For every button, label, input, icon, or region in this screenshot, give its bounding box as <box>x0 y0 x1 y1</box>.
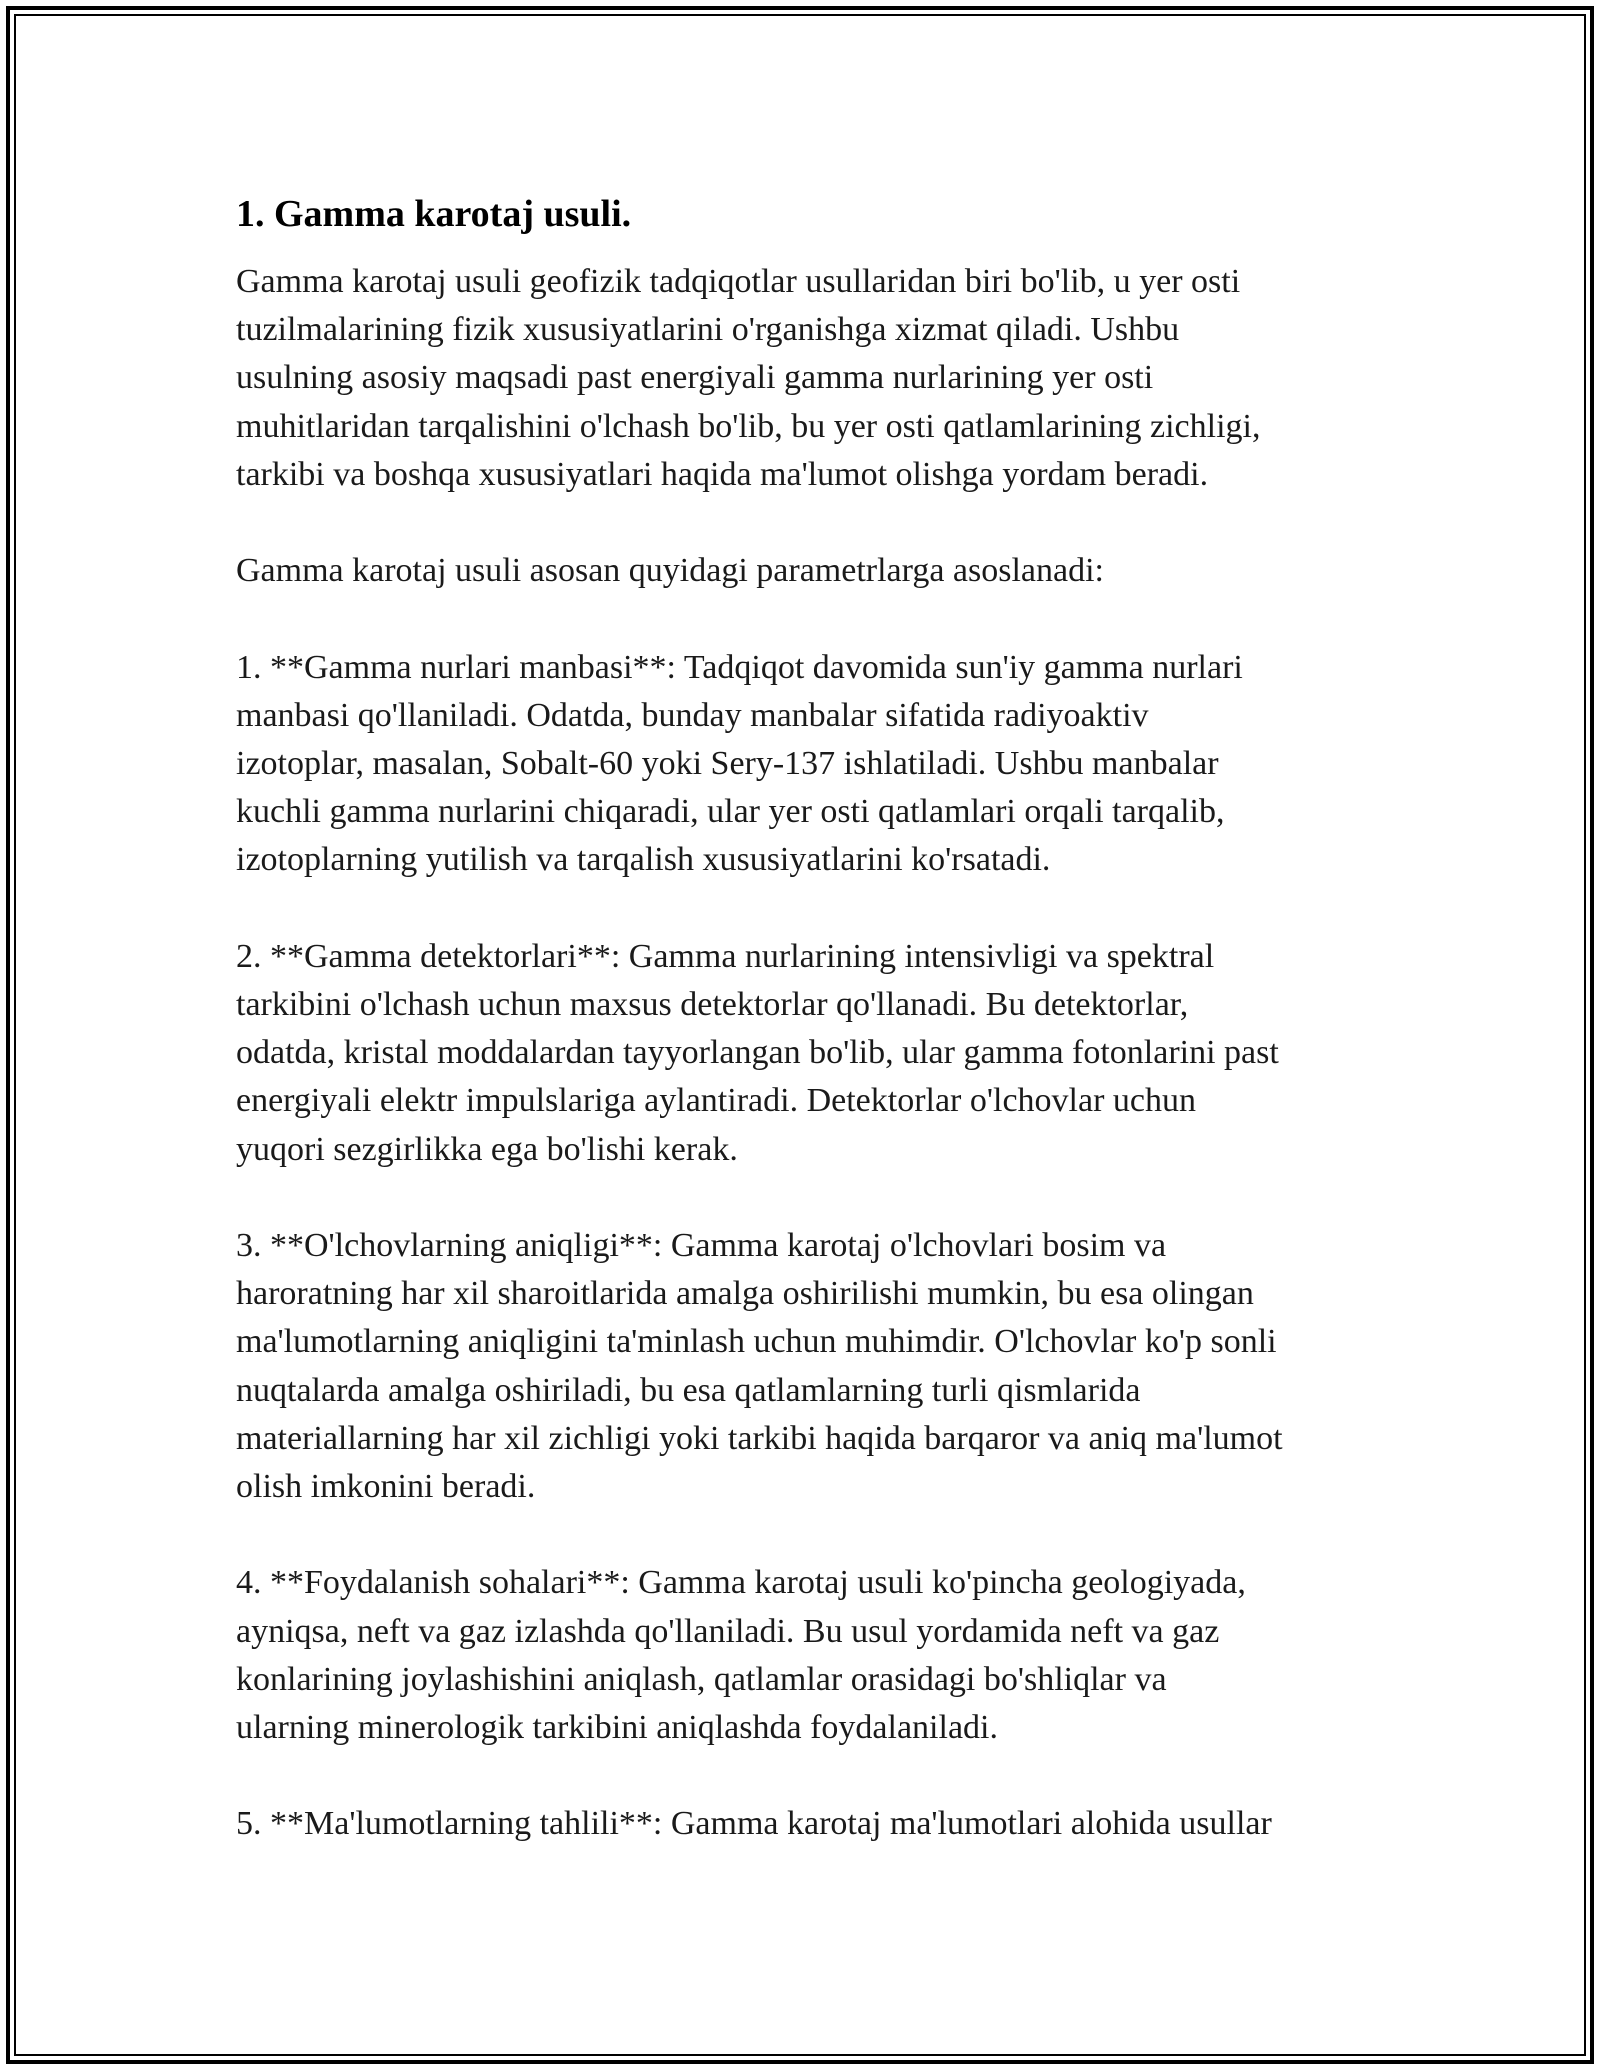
list-item-data-analysis: 5. **Ma'lumotlarning tahlili**: Gamma karotaj ma'lumotlari alohida usullar <box>236 1805 1272 1843</box>
document-heading: 1. Gamma karotaj usuli. <box>236 193 632 235</box>
list-item-gamma-source: 1. **Gamma nurlari manbasi**: Tadqiqot davomida sun'iy gamma nurlari manbasi qo'llaniladi. Odatda, bunday manbalar sifatida radiyoaktiv izotoplar, masalan, Sobalt-60 yoki Sery-137 ishlatiladi. Ushbu manbalar kuchli gamma nurlarini chiqaradi, ular yer osti qatlamlari orqali tarqalib, izotoplarning yutilish va tarqalish xususiyatlarini ko'rsatadi. <box>236 648 1243 879</box>
paragraph-parameters-lead: Gamma karotaj usuli asosan quyidagi parametrlarga asoslanadi: <box>236 552 1104 590</box>
document-body <box>236 188 1376 1897</box>
list-item-measurement-accuracy: 3. **O'lchovlarning aniqligi**: Gamma karotaj o'lchovlari bosim va haroratning har xil sharoitlarida amalga oshirilishi mumkin, bu esa olingan ma'lumotlarning aniqligini ta'minlash uchun muhimdir. O'lchovlar ko'p sonli nuqtalarda amalga oshiriladi, bu esa qatlamlarning turli qismlarida materiallarning har xil zichligi yoki tarkibi haqida barqaror va aniq ma'lumot olish imkonini beradi. <box>236 1227 1283 1506</box>
paragraph-intro: Gamma karotaj usuli geofizik tadqiqotlar usullaridan biri bo'lib, u yer osti tuzilmalarining fizik xususiyatlarini o'rganishga xizmat qiladi. Ushbu usulning asosiy maqsadi past energiyali gamma nurlarining yer osti muhitlaridan tarqalishini o'lchash bo'lib, bu yer osti qatlamlarining zichligi, tarkibi va boshqa xususiyatlari haqida ma'lumot olishga yordam beradi. <box>236 263 1261 493</box>
list-item-application-areas: 4. **Foydalanish sohalari**: Gamma karotaj usuli ko'pincha geologiyada, ayniqsa, neft va gaz izlashda qo'llaniladi. Bu usul yordamida neft va gaz konlarining joylashishini aniqlash, qatlamlar orasidagi bo'shliqlar va ularning minerologik tarkibini aniqlashda foydalaniladi. <box>236 1564 1246 1747</box>
list-item-gamma-detectors: 2. **Gamma detektorlari**: Gamma nurlarining intensivligi va spektral tarkibini o'lchash uchun maxsus detektorlar qo'llanadi. Bu detektorlar, odatda, kristal moddalardan tayyorlangan bo'lib, ular gamma fotonlarini past energiyali elektr impulslariga aylantiradi. Detektorlar o'lchovlar uchun yuqori sezgirlikka ega bo'lishi kerak. <box>236 937 1279 1168</box>
